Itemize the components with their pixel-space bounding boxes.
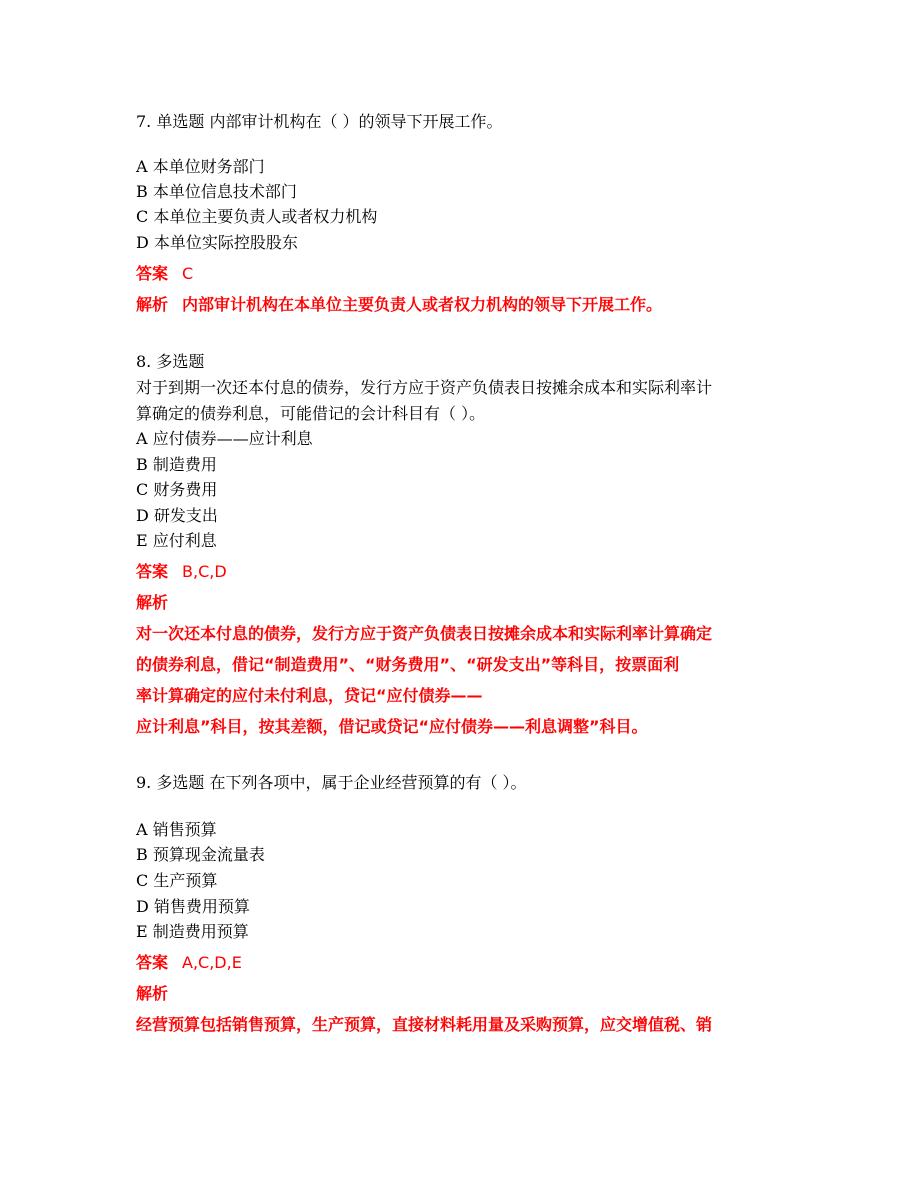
question-7-option-c: C 本单位主要负责人或者权力机构	[136, 207, 378, 226]
question-7-option-b: B 本单位信息技术部门	[136, 182, 297, 201]
question-8-option-a: A 应付债券——应计利息	[136, 429, 313, 448]
question-9-option-c: C 生产预算	[136, 871, 218, 890]
question-7-explanation	[136, 295, 662, 315]
question-8-explanation-line-4: 应计利息”科目，按其差额，借记或贷记“应付债券——利息调整”科目。	[136, 717, 648, 736]
question-7-answer	[136, 264, 193, 284]
question-9-header: 9. 多选题 在下列各项中，属于企业经营预算的有（ ）。	[136, 773, 527, 792]
question-9-explanation-label: 解析	[136, 984, 169, 1003]
question-8-option-e: E 应付利息	[136, 531, 217, 550]
question-8-explanation-label: 解析	[136, 593, 169, 612]
answer-label: 答案	[136, 562, 169, 581]
question-8-option-b: B 制造费用	[136, 455, 217, 474]
answer-value: A,C,D,E	[182, 953, 242, 972]
question-8-stem-line-2: 算确定的债券利息，可能借记的会计科目有（ ）。	[136, 404, 486, 423]
question-9-option-a: A 销售预算	[136, 820, 217, 839]
explanation-text: 内部审计机构在本单位主要负责人或者权力机构的领导下开展工作。	[182, 295, 663, 314]
question-9-explanation-line-1: 经营预算包括销售预算，生产预算，直接材料耗用量及采购预算，应交增值税、销	[136, 1015, 713, 1034]
question-9-option-d: D 销售费用预算	[136, 897, 250, 916]
question-8-answer	[136, 562, 227, 582]
question-7-option-d: D 本单位实际控股股东	[136, 233, 298, 252]
question-8-stem-line-1: 对于到期一次还本付息的债券，发行方应于资产负债表日按摊余成本和实际利率计	[136, 378, 713, 397]
question-8-option-d: D 研发支出	[136, 506, 218, 525]
explanation-label: 解析	[136, 295, 169, 314]
question-9-option-b: B 预算现金流量表	[136, 845, 265, 864]
question-8-header: 8. 多选题	[136, 352, 205, 371]
question-8-explanation-line-1: 对一次还本付息的债券，发行方应于资产负债表日按摊余成本和实际利率计算确定	[136, 624, 713, 643]
question-8-explanation-line-2: 的债券利息，借记“制造费用”、“财务费用”、“研发支出”等科目，按票面利	[136, 655, 680, 674]
question-8-option-c: C 财务费用	[136, 480, 218, 499]
answer-label: 答案	[136, 953, 169, 972]
answer-label: 答案	[136, 264, 169, 283]
question-7-header: 7. 单选题 内部审计机构在（ ）的领导下开展工作。	[136, 112, 503, 131]
question-8-explanation-line-3: 率计算确定的应付未付利息，贷记“应付债券——	[136, 686, 483, 705]
question-9-answer	[136, 953, 242, 973]
answer-value: B,C,D	[182, 562, 227, 581]
answer-value: C	[182, 264, 194, 283]
question-7-option-a: A 本单位财务部门	[136, 157, 265, 176]
question-9-option-e: E 制造费用预算	[136, 922, 249, 941]
